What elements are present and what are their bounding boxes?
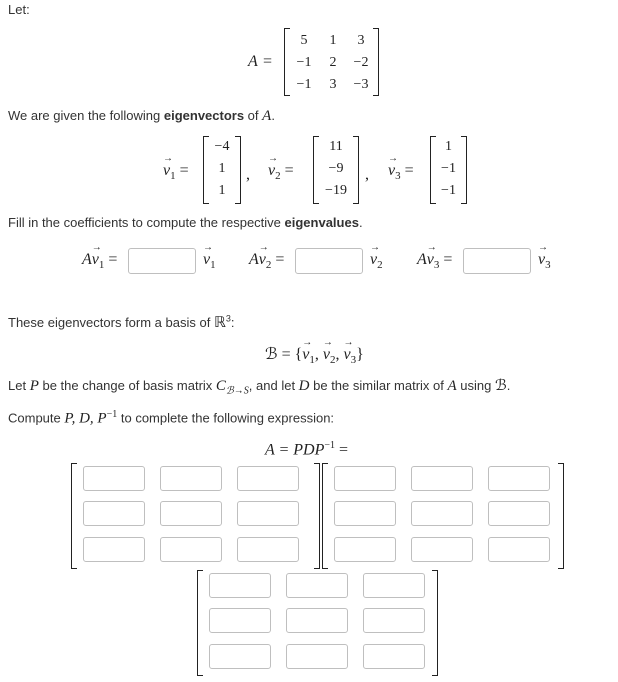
matrix-a-cell: 5 xyxy=(300,33,308,48)
matrix-pinv-cell[interactable] xyxy=(286,644,348,669)
matrix-d-left-bracket xyxy=(322,463,328,569)
matrix-a-left-bracket xyxy=(284,28,290,96)
matrix-p-cell[interactable] xyxy=(237,537,299,562)
matrix-pinv-cell[interactable] xyxy=(286,573,348,598)
matrix-p-cell[interactable] xyxy=(237,466,299,491)
matrix-d-cell[interactable] xyxy=(334,537,396,562)
eigenvector-2-entry: −19 xyxy=(325,183,347,198)
matrix-a-cell: −3 xyxy=(353,77,369,92)
eigenvector-3-entry: 1 xyxy=(445,139,452,154)
matrix-d-cell[interactable] xyxy=(488,501,550,526)
separator-comma: , xyxy=(365,166,369,183)
separator-comma: , xyxy=(246,166,250,183)
matrix-d-cell[interactable] xyxy=(411,466,473,491)
basis-equation: ℬ = { → $v_1$, → $v_2$, → $v_3$} xyxy=(265,337,364,367)
matrix-d-cell[interactable] xyxy=(488,537,550,562)
matrix-p-left-bracket xyxy=(71,463,77,569)
matrix-a-cell: 3 xyxy=(329,77,337,92)
matrix-pinv-cell[interactable] xyxy=(363,644,425,669)
matrix-a-cell: −2 xyxy=(353,55,369,70)
matrix-a-cell: −1 xyxy=(296,55,312,70)
matrix-a-cell: −1 xyxy=(296,77,312,92)
eigen-eq-3-lhs: A → $v_3$ = xyxy=(417,242,453,272)
matrix-pinv-cell[interactable] xyxy=(209,573,271,598)
matrix-pinv-cell[interactable] xyxy=(209,644,271,669)
matrix-pinv-cell[interactable] xyxy=(363,573,425,598)
matrix-d-cell[interactable] xyxy=(411,537,473,562)
matrix-d-cell[interactable] xyxy=(334,466,396,491)
eigenvector-2-label: → $v_2$ = xyxy=(268,153,294,183)
eigenvector-1-entry: −4 xyxy=(214,139,230,154)
eigen-eq-2-rhs: → $v_2$ xyxy=(370,242,383,272)
eigenvector-1-entry: 1 xyxy=(218,183,226,198)
matrix-a-cell: 3 xyxy=(357,33,365,48)
eigenvector-2-entry: 11 xyxy=(329,139,343,154)
matrix-p-right-bracket xyxy=(314,463,320,569)
matrix-a-symbol: A xyxy=(248,53,258,70)
matrix-pinv-left-bracket xyxy=(197,570,203,676)
eigenvalue-1-input[interactable] xyxy=(128,248,196,274)
matrix-d-cell[interactable] xyxy=(488,466,550,491)
matrix-pinv-right-bracket xyxy=(432,570,438,676)
eigenvector-3-entry: −1 xyxy=(441,161,456,176)
change-of-basis-text: Let P be the change of basis matrix $C_{ℬ\to S}$, and let D be the similar matrix of A using ℬ. xyxy=(8,378,511,397)
let-label: Let: xyxy=(8,2,30,17)
eigenvectors-intro: We are given the following eigenvectors of A. xyxy=(8,108,275,124)
compute-text: Compute P, D, $P^{-1}$ to complete the following expression: xyxy=(8,409,335,427)
matrix-p-cell[interactable] xyxy=(160,466,222,491)
eigen-eq-1-rhs: → $v_1$ xyxy=(203,242,216,272)
matrix-pinv-cell[interactable] xyxy=(286,608,348,633)
matrix-d-cell[interactable] xyxy=(411,501,473,526)
eigen-eq-2-lhs: A → $v_2$ = xyxy=(249,242,285,272)
matrix-p-cell[interactable] xyxy=(83,537,145,562)
eigenvector-2-entry: −9 xyxy=(328,161,344,176)
eigenvector-3-entry: −1 xyxy=(441,183,456,198)
matrix-p-cell[interactable] xyxy=(160,501,222,526)
matrix-pinv-cell[interactable] xyxy=(209,608,271,633)
matrix-pinv-cell[interactable] xyxy=(363,608,425,633)
eigenvalue-3-input[interactable] xyxy=(463,248,531,274)
eigenvector-3-label: → $v_3$ = xyxy=(388,153,414,183)
matrix-p-cell[interactable] xyxy=(237,501,299,526)
basis-text: These eigenvectors form a basis of ℝ$^3$: xyxy=(8,313,235,331)
matrix-p-cell[interactable] xyxy=(83,466,145,491)
matrix-d-cell[interactable] xyxy=(334,501,396,526)
eigen-eq-3-rhs: → $v_3$ xyxy=(538,242,551,272)
eigenvector-1-entry: 1 xyxy=(218,161,226,176)
decomposition-equation: $A = PDP^{-1}$ = xyxy=(265,440,349,459)
matrix-p-cell[interactable] xyxy=(160,537,222,562)
matrix-a-cell: 1 xyxy=(329,33,337,48)
eigen-eq-1-lhs: A → $v_1$ = xyxy=(82,242,118,272)
matrix-a-cell: 2 xyxy=(329,55,337,70)
eigenvalue-2-input[interactable] xyxy=(295,248,363,274)
matrix-a-equals: = xyxy=(263,53,273,70)
matrix-p-cell[interactable] xyxy=(83,501,145,526)
eigenvector-1-label: → $v_1$ = xyxy=(163,153,189,183)
fill-in-instructions: Fill in the coefficients to compute the respective eigenvalues. xyxy=(8,215,363,230)
matrix-d-right-bracket xyxy=(558,463,564,569)
